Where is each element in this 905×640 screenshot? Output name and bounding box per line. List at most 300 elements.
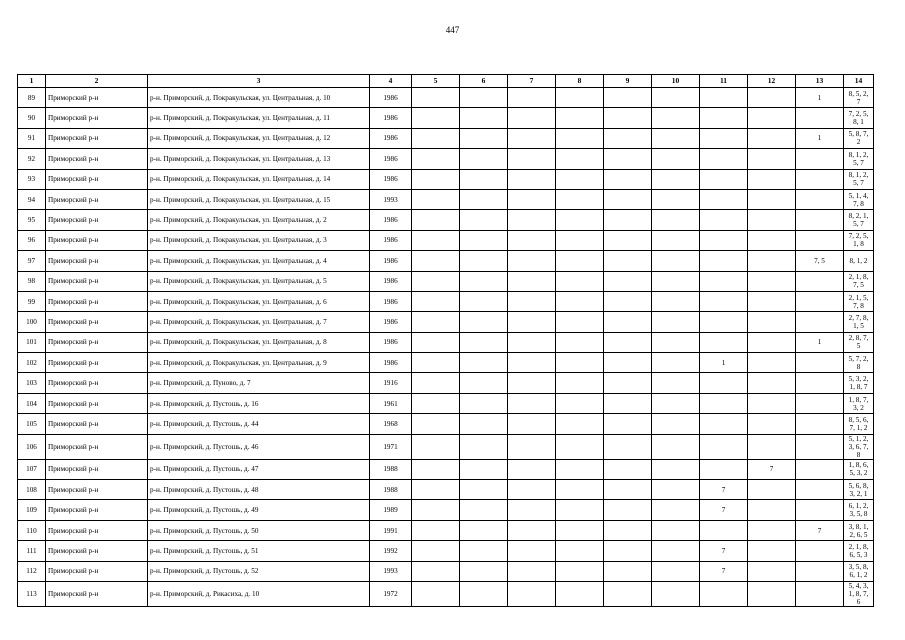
column-13-cell bbox=[796, 230, 844, 250]
column-7-cell bbox=[508, 189, 556, 209]
year-cell: 1972 bbox=[370, 581, 412, 606]
column-9-cell bbox=[604, 480, 652, 500]
column-14-cell: 5, 1, 2, 3, 6, 7, 8 bbox=[844, 434, 874, 459]
row-number-cell: 91 bbox=[18, 128, 46, 148]
column-8-cell bbox=[556, 291, 604, 311]
column-5-cell bbox=[412, 230, 460, 250]
column-10-cell bbox=[652, 169, 700, 189]
table-row bbox=[18, 189, 874, 209]
column-10-cell bbox=[652, 271, 700, 291]
column-12-cell bbox=[748, 414, 796, 434]
column-5-cell bbox=[412, 88, 460, 108]
column-14-cell: 8, 1, 2, 5, 7 bbox=[844, 149, 874, 169]
year-cell: 1971 bbox=[370, 434, 412, 459]
column-13-cell: 1 bbox=[796, 332, 844, 352]
address-cell: р-н. Приморский, д. Покракульская, ул. Центральная, д. 15 bbox=[148, 189, 370, 209]
row-number-cell: 105 bbox=[18, 414, 46, 434]
table-row bbox=[18, 414, 874, 434]
column-9-cell bbox=[604, 230, 652, 250]
column-5-cell bbox=[412, 128, 460, 148]
row-number-cell: 97 bbox=[18, 251, 46, 271]
column-13-cell: 1 bbox=[796, 88, 844, 108]
column-10-cell bbox=[652, 373, 700, 393]
column-14-cell: 5, 7, 2, 8 bbox=[844, 353, 874, 373]
column-11-cell bbox=[700, 581, 748, 606]
address-cell: р-н. Приморский, д. Пустошь, д. 51 bbox=[148, 541, 370, 561]
address-cell: р-н. Приморский, д. Покракульская, ул. Центральная, д. 6 bbox=[148, 291, 370, 311]
district-cell: Приморский р-н bbox=[46, 332, 148, 352]
column-12-cell bbox=[748, 230, 796, 250]
table-row bbox=[18, 210, 874, 230]
column-13-cell bbox=[796, 149, 844, 169]
district-cell: Приморский р-н bbox=[46, 434, 148, 459]
column-13-cell: 7 bbox=[796, 520, 844, 540]
column-11-cell: 7 bbox=[700, 500, 748, 520]
column-12-cell bbox=[748, 169, 796, 189]
column-5-cell bbox=[412, 480, 460, 500]
year-cell: 1991 bbox=[370, 520, 412, 540]
column-14-cell: 5, 8, 7, 2 bbox=[844, 128, 874, 148]
column-7-cell bbox=[508, 393, 556, 413]
district-cell: Приморский р-н bbox=[46, 520, 148, 540]
column-9-cell bbox=[604, 189, 652, 209]
district-cell: Приморский р-н bbox=[46, 108, 148, 128]
column-12-cell bbox=[748, 271, 796, 291]
row-number-cell: 96 bbox=[18, 230, 46, 250]
column-7-cell bbox=[508, 500, 556, 520]
column-11-cell bbox=[700, 332, 748, 352]
row-number-cell: 99 bbox=[18, 291, 46, 311]
address-cell: р-н. Приморский, д. Рикасиха, д. 10 bbox=[148, 581, 370, 606]
column-header-4: 4 bbox=[370, 75, 412, 88]
column-6-cell bbox=[460, 414, 508, 434]
table-row bbox=[18, 520, 874, 540]
column-5-cell bbox=[412, 520, 460, 540]
address-cell: р-н. Приморский, д. Покракульская, ул. Центральная, д. 14 bbox=[148, 169, 370, 189]
column-14-cell: 2, 1, 5, 7, 8 bbox=[844, 291, 874, 311]
column-11-cell bbox=[700, 149, 748, 169]
column-14-cell: 5, 1, 4, 7, 8 bbox=[844, 189, 874, 209]
column-8-cell bbox=[556, 230, 604, 250]
year-cell: 1993 bbox=[370, 561, 412, 581]
column-9-cell bbox=[604, 581, 652, 606]
table-row bbox=[18, 312, 874, 332]
year-cell: 1989 bbox=[370, 500, 412, 520]
column-header-7: 7 bbox=[508, 75, 556, 88]
year-cell: 1986 bbox=[370, 353, 412, 373]
column-8-cell bbox=[556, 500, 604, 520]
year-cell: 1986 bbox=[370, 332, 412, 352]
table-row bbox=[18, 271, 874, 291]
column-12-cell bbox=[748, 210, 796, 230]
district-cell: Приморский р-н bbox=[46, 169, 148, 189]
year-cell: 1986 bbox=[370, 271, 412, 291]
column-header-5: 5 bbox=[412, 75, 460, 88]
column-10-cell bbox=[652, 312, 700, 332]
column-12-cell bbox=[748, 291, 796, 311]
column-5-cell bbox=[412, 581, 460, 606]
row-number-cell: 103 bbox=[18, 373, 46, 393]
column-6-cell bbox=[460, 459, 508, 479]
column-5-cell bbox=[412, 373, 460, 393]
column-12-cell bbox=[748, 108, 796, 128]
column-8-cell bbox=[556, 169, 604, 189]
year-cell: 1986 bbox=[370, 108, 412, 128]
column-5-cell bbox=[412, 169, 460, 189]
table-row bbox=[18, 561, 874, 581]
district-cell: Приморский р-н bbox=[46, 128, 148, 148]
column-13-cell bbox=[796, 393, 844, 413]
column-5-cell bbox=[412, 332, 460, 352]
row-number-cell: 108 bbox=[18, 480, 46, 500]
column-12-cell bbox=[748, 561, 796, 581]
column-7-cell bbox=[508, 561, 556, 581]
column-14-cell: 2, 1, 8, 6, 5, 3 bbox=[844, 541, 874, 561]
column-14-cell: 5, 4, 3, 1, 8, 7, 6 bbox=[844, 581, 874, 606]
column-8-cell bbox=[556, 251, 604, 271]
address-cell: р-н. Приморский, д. Покракульская, ул. Центральная, д. 5 bbox=[148, 271, 370, 291]
table-row bbox=[18, 541, 874, 561]
column-9-cell bbox=[604, 312, 652, 332]
column-6-cell bbox=[460, 128, 508, 148]
column-9-cell bbox=[604, 353, 652, 373]
column-12-cell bbox=[748, 128, 796, 148]
column-14-cell: 2, 8, 7, 5 bbox=[844, 332, 874, 352]
column-10-cell bbox=[652, 251, 700, 271]
column-5-cell bbox=[412, 271, 460, 291]
column-8-cell bbox=[556, 149, 604, 169]
column-7-cell bbox=[508, 210, 556, 230]
column-8-cell bbox=[556, 459, 604, 479]
column-11-cell bbox=[700, 108, 748, 128]
column-11-cell bbox=[700, 414, 748, 434]
row-number-cell: 106 bbox=[18, 434, 46, 459]
column-7-cell bbox=[508, 230, 556, 250]
column-11-cell bbox=[700, 312, 748, 332]
column-11-cell bbox=[700, 210, 748, 230]
column-13-cell bbox=[796, 500, 844, 520]
column-8-cell bbox=[556, 353, 604, 373]
column-8-cell bbox=[556, 414, 604, 434]
column-7-cell bbox=[508, 373, 556, 393]
column-12-cell bbox=[748, 520, 796, 540]
column-header-12: 12 bbox=[748, 75, 796, 88]
row-number-cell: 111 bbox=[18, 541, 46, 561]
column-8-cell bbox=[556, 561, 604, 581]
column-11-cell bbox=[700, 271, 748, 291]
column-13-cell bbox=[796, 434, 844, 459]
column-10-cell bbox=[652, 459, 700, 479]
column-11-cell bbox=[700, 251, 748, 271]
column-7-cell bbox=[508, 581, 556, 606]
column-9-cell bbox=[604, 291, 652, 311]
column-11-cell bbox=[700, 291, 748, 311]
address-cell: р-н. Приморский, д. Пустошь, д. 48 bbox=[148, 480, 370, 500]
table-row bbox=[18, 500, 874, 520]
column-13-cell bbox=[796, 414, 844, 434]
year-cell: 1992 bbox=[370, 541, 412, 561]
column-7-cell bbox=[508, 108, 556, 128]
column-header-8: 8 bbox=[556, 75, 604, 88]
column-6-cell bbox=[460, 230, 508, 250]
column-9-cell bbox=[604, 169, 652, 189]
column-12-cell bbox=[748, 332, 796, 352]
year-cell: 1916 bbox=[370, 373, 412, 393]
column-8-cell bbox=[556, 128, 604, 148]
column-6-cell bbox=[460, 480, 508, 500]
column-6-cell bbox=[460, 312, 508, 332]
column-8-cell bbox=[556, 210, 604, 230]
column-10-cell bbox=[652, 108, 700, 128]
column-6-cell bbox=[460, 88, 508, 108]
housing-register-table bbox=[17, 74, 874, 607]
column-14-cell: 5, 6, 8, 3, 2, 1 bbox=[844, 480, 874, 500]
table-row bbox=[18, 291, 874, 311]
column-11-cell: 7 bbox=[700, 541, 748, 561]
row-number-cell: 100 bbox=[18, 312, 46, 332]
row-number-cell: 107 bbox=[18, 459, 46, 479]
column-5-cell bbox=[412, 108, 460, 128]
district-cell: Приморский р-н bbox=[46, 393, 148, 413]
column-13-cell bbox=[796, 210, 844, 230]
column-9-cell bbox=[604, 520, 652, 540]
column-11-cell: 1 bbox=[700, 353, 748, 373]
column-header-2: 2 bbox=[46, 75, 148, 88]
column-10-cell bbox=[652, 500, 700, 520]
column-header-13: 13 bbox=[796, 75, 844, 88]
table-row bbox=[18, 353, 874, 373]
table-row bbox=[18, 434, 874, 459]
district-cell: Приморский р-н bbox=[46, 459, 148, 479]
table-row bbox=[18, 459, 874, 479]
column-8-cell bbox=[556, 520, 604, 540]
column-5-cell bbox=[412, 189, 460, 209]
column-14-cell: 7, 2, 5, 8, 1 bbox=[844, 108, 874, 128]
column-6-cell bbox=[460, 271, 508, 291]
column-8-cell bbox=[556, 434, 604, 459]
table-row bbox=[18, 149, 874, 169]
column-14-cell: 8, 5, 2, 7 bbox=[844, 88, 874, 108]
column-header-10: 10 bbox=[652, 75, 700, 88]
column-11-cell bbox=[700, 169, 748, 189]
column-13-cell: 1 bbox=[796, 128, 844, 148]
column-7-cell bbox=[508, 332, 556, 352]
row-number-cell: 110 bbox=[18, 520, 46, 540]
column-7-cell bbox=[508, 541, 556, 561]
column-7-cell bbox=[508, 414, 556, 434]
row-number-cell: 113 bbox=[18, 581, 46, 606]
column-13-cell bbox=[796, 169, 844, 189]
column-8-cell bbox=[556, 373, 604, 393]
column-9-cell bbox=[604, 434, 652, 459]
column-7-cell bbox=[508, 291, 556, 311]
column-8-cell bbox=[556, 108, 604, 128]
column-6-cell bbox=[460, 332, 508, 352]
column-12-cell bbox=[748, 434, 796, 459]
district-cell: Приморский р-н bbox=[46, 312, 148, 332]
column-10-cell bbox=[652, 393, 700, 413]
column-9-cell bbox=[604, 88, 652, 108]
table-row bbox=[18, 230, 874, 250]
column-12-cell bbox=[748, 353, 796, 373]
column-13-cell bbox=[796, 459, 844, 479]
district-cell: Приморский р-н bbox=[46, 353, 148, 373]
district-cell: Приморский р-н bbox=[46, 189, 148, 209]
column-8-cell bbox=[556, 393, 604, 413]
column-13-cell bbox=[796, 581, 844, 606]
column-10-cell bbox=[652, 88, 700, 108]
row-number-cell: 112 bbox=[18, 561, 46, 581]
table-row bbox=[18, 393, 874, 413]
column-10-cell bbox=[652, 332, 700, 352]
column-8-cell bbox=[556, 271, 604, 291]
column-7-cell bbox=[508, 149, 556, 169]
column-6-cell bbox=[460, 520, 508, 540]
column-14-cell: 8, 5, 6, 7, 1, 2 bbox=[844, 414, 874, 434]
district-cell: Приморский р-н bbox=[46, 271, 148, 291]
column-8-cell bbox=[556, 88, 604, 108]
column-10-cell bbox=[652, 414, 700, 434]
column-number-row bbox=[18, 75, 874, 88]
page-number: 447 bbox=[445, 25, 460, 35]
row-number-cell: 94 bbox=[18, 189, 46, 209]
column-7-cell bbox=[508, 128, 556, 148]
column-5-cell bbox=[412, 291, 460, 311]
column-9-cell bbox=[604, 149, 652, 169]
column-13-cell bbox=[796, 189, 844, 209]
column-7-cell bbox=[508, 520, 556, 540]
column-14-cell: 1, 8, 6, 5, 3, 2 bbox=[844, 459, 874, 479]
column-12-cell bbox=[748, 312, 796, 332]
table-row bbox=[18, 108, 874, 128]
column-12-cell: 7 bbox=[748, 459, 796, 479]
year-cell: 1986 bbox=[370, 128, 412, 148]
column-14-cell: 8, 2, 1, 5, 7 bbox=[844, 210, 874, 230]
column-11-cell bbox=[700, 88, 748, 108]
year-cell: 1961 bbox=[370, 393, 412, 413]
column-9-cell bbox=[604, 561, 652, 581]
column-14-cell: 2, 1, 8, 7, 5 bbox=[844, 271, 874, 291]
column-13-cell bbox=[796, 312, 844, 332]
district-cell: Приморский р-н bbox=[46, 480, 148, 500]
row-number-cell: 92 bbox=[18, 149, 46, 169]
district-cell: Приморский р-н bbox=[46, 210, 148, 230]
column-10-cell bbox=[652, 128, 700, 148]
column-7-cell bbox=[508, 271, 556, 291]
column-header-11: 11 bbox=[700, 75, 748, 88]
column-header-9: 9 bbox=[604, 75, 652, 88]
column-11-cell bbox=[700, 128, 748, 148]
column-10-cell bbox=[652, 353, 700, 373]
column-6-cell bbox=[460, 149, 508, 169]
column-10-cell bbox=[652, 541, 700, 561]
address-cell: р-н. Приморский, д. Пустошь, д. 49 bbox=[148, 500, 370, 520]
row-number-cell: 98 bbox=[18, 271, 46, 291]
column-9-cell bbox=[604, 332, 652, 352]
column-5-cell bbox=[412, 414, 460, 434]
year-cell: 1986 bbox=[370, 251, 412, 271]
column-9-cell bbox=[604, 459, 652, 479]
row-number-cell: 93 bbox=[18, 169, 46, 189]
address-cell: р-н. Приморский, д. Покракульская, ул. Центральная, д. 10 bbox=[148, 88, 370, 108]
column-9-cell bbox=[604, 108, 652, 128]
column-11-cell: 7 bbox=[700, 561, 748, 581]
column-12-cell bbox=[748, 251, 796, 271]
column-10-cell bbox=[652, 189, 700, 209]
district-cell: Приморский р-н bbox=[46, 541, 148, 561]
column-10-cell bbox=[652, 149, 700, 169]
column-header-6: 6 bbox=[460, 75, 508, 88]
column-14-cell: 5, 3, 2, 1, 8, 7 bbox=[844, 373, 874, 393]
column-11-cell: 7 bbox=[700, 480, 748, 500]
column-9-cell bbox=[604, 373, 652, 393]
column-6-cell bbox=[460, 210, 508, 230]
column-13-cell bbox=[796, 353, 844, 373]
column-10-cell bbox=[652, 434, 700, 459]
column-5-cell bbox=[412, 210, 460, 230]
column-10-cell bbox=[652, 210, 700, 230]
year-cell: 1986 bbox=[370, 169, 412, 189]
column-13-cell bbox=[796, 541, 844, 561]
table-row bbox=[18, 581, 874, 606]
address-cell: р-н. Приморский, д. Покракульская, ул. Центральная, д. 2 bbox=[148, 210, 370, 230]
address-cell: р-н. Приморский, д. Покракульская, ул. Центральная, д. 9 bbox=[148, 353, 370, 373]
row-number-cell: 101 bbox=[18, 332, 46, 352]
year-cell: 1986 bbox=[370, 230, 412, 250]
address-cell: р-н. Приморский, д. Покракульская, ул. Центральная, д. 11 bbox=[148, 108, 370, 128]
column-6-cell bbox=[460, 500, 508, 520]
row-number-cell: 95 bbox=[18, 210, 46, 230]
column-12-cell bbox=[748, 581, 796, 606]
column-6-cell bbox=[460, 169, 508, 189]
column-5-cell bbox=[412, 434, 460, 459]
column-header-14: 14 bbox=[844, 75, 874, 88]
year-cell: 1986 bbox=[370, 291, 412, 311]
column-6-cell bbox=[460, 251, 508, 271]
column-7-cell bbox=[508, 459, 556, 479]
column-10-cell bbox=[652, 291, 700, 311]
column-13-cell bbox=[796, 373, 844, 393]
year-cell: 1986 bbox=[370, 210, 412, 230]
column-14-cell: 6, 1, 2, 3, 5, 8 bbox=[844, 500, 874, 520]
column-11-cell bbox=[700, 393, 748, 413]
column-12-cell bbox=[748, 88, 796, 108]
district-cell: Приморский р-н bbox=[46, 230, 148, 250]
column-9-cell bbox=[604, 541, 652, 561]
column-6-cell bbox=[460, 581, 508, 606]
column-10-cell bbox=[652, 561, 700, 581]
column-7-cell bbox=[508, 88, 556, 108]
column-6-cell bbox=[460, 434, 508, 459]
column-8-cell bbox=[556, 189, 604, 209]
column-header-3: 3 bbox=[148, 75, 370, 88]
column-12-cell bbox=[748, 373, 796, 393]
address-cell: р-н. Приморский, д. Пустошь, д. 46 bbox=[148, 434, 370, 459]
column-11-cell bbox=[700, 520, 748, 540]
address-cell: р-н. Приморский, д. Покракульская, ул. Центральная, д. 12 bbox=[148, 128, 370, 148]
address-cell: р-н. Приморский, д. Покракульская, ул. Центральная, д. 3 bbox=[148, 230, 370, 250]
column-header-1: 1 bbox=[18, 75, 46, 88]
address-cell: р-н. Приморский, д. Покракульская, ул. Центральная, д. 4 bbox=[148, 251, 370, 271]
column-6-cell bbox=[460, 108, 508, 128]
district-cell: Приморский р-н bbox=[46, 581, 148, 606]
year-cell: 1988 bbox=[370, 459, 412, 479]
column-6-cell bbox=[460, 189, 508, 209]
year-cell: 1988 bbox=[370, 480, 412, 500]
table-row bbox=[18, 332, 874, 352]
column-9-cell bbox=[604, 414, 652, 434]
row-number-cell: 109 bbox=[18, 500, 46, 520]
